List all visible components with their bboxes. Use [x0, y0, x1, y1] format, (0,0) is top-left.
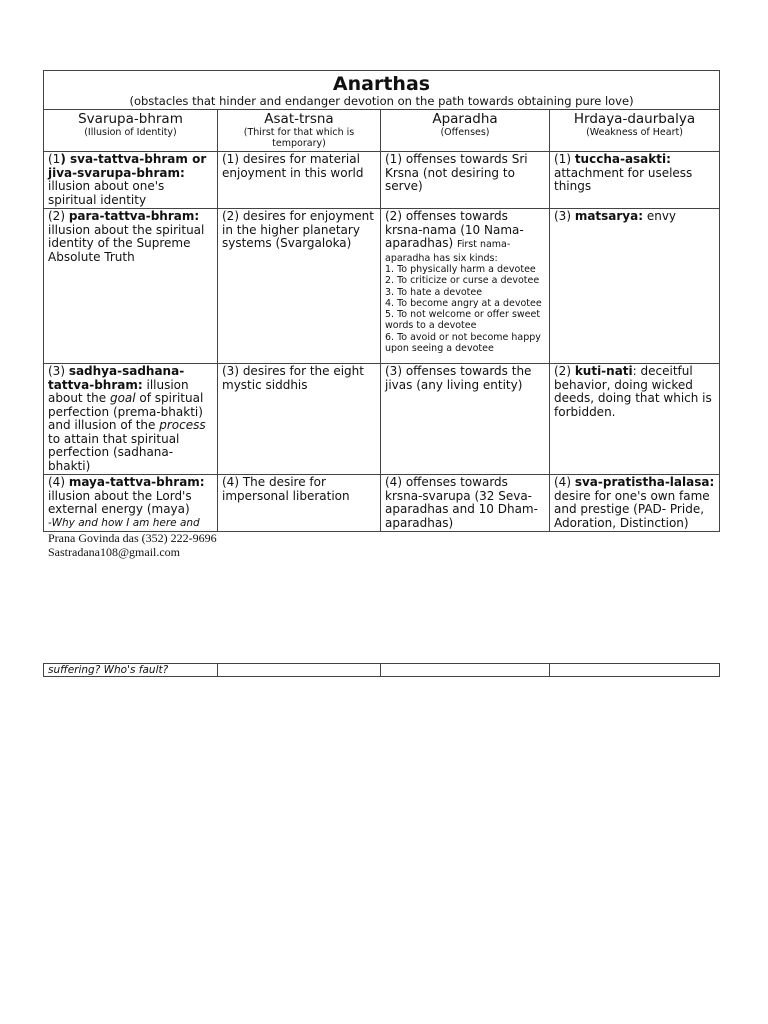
- table-cell: [44, 364, 218, 475]
- contact-info: [48, 531, 217, 559]
- cell-term: maya-tattva-bhram:: [68, 475, 205, 489]
- cell-number: (3): [48, 364, 69, 378]
- table-row: [44, 209, 720, 364]
- table-title-cell: [44, 71, 720, 110]
- cell-number: (4): [385, 475, 406, 489]
- table-cell: [218, 475, 381, 532]
- cell-number: (4): [554, 475, 575, 489]
- nama-aparadha-list: [385, 264, 545, 354]
- cell-text: offenses towards krsna-nama (10 Nama-aparadhas): [385, 209, 524, 250]
- cut-off-line: -Why and how I am here and: [48, 516, 200, 529]
- cell-number: (2): [385, 209, 406, 223]
- cell-text: desires for the eight mystic siddhis: [222, 364, 364, 392]
- cell-text: desires for material enjoyment in this world: [222, 152, 364, 180]
- cell-term: sadhya-sadhana-tattva-bhram:: [48, 364, 185, 392]
- list-item: 6. To avoid or not become happy upon seeing a devotee: [385, 331, 541, 355]
- column-description: (Thirst for that which is temporary): [243, 127, 355, 149]
- list-item: 3. To hate a devotee: [385, 286, 483, 298]
- cell-number: (2): [554, 364, 575, 378]
- cell-emphasis: goal: [109, 391, 136, 405]
- cell-text: offenses towards krsna-svarupa (32 Seva-aparadhas and 10 Dham-aparadhas): [385, 475, 538, 530]
- table-cell: [550, 364, 720, 475]
- cell-term: tuccha-asakti:: [574, 152, 671, 166]
- column-description: (Offenses): [440, 127, 490, 138]
- cell-number: (1: [48, 152, 61, 166]
- cell-text: illusion about one's spiritual identity: [48, 179, 165, 207]
- column-header: [218, 110, 381, 152]
- cell-text: to attain that spiritual perfection (sadhana-bhakti): [48, 431, 180, 473]
- anarthas-table: [43, 70, 720, 532]
- cell-term: kuti-nati: [574, 364, 633, 378]
- column-header: [550, 110, 720, 152]
- column-header: [381, 110, 550, 152]
- cell-text: desires for enjoyment in the higher planetary systems (Svargaloka): [222, 209, 374, 250]
- column-description: (Weakness of Heart): [586, 127, 683, 138]
- contact-name-phone: Prana Govinda das (352) 222-9696: [48, 531, 217, 545]
- cell-number: (4): [222, 475, 243, 489]
- table-row: [44, 475, 720, 532]
- cell-text: of spiritual perfection (prema-bhakti) and illusion of the: [48, 391, 204, 432]
- cell-term: matsarya:: [574, 209, 644, 223]
- table-cell: [218, 209, 381, 364]
- cell-number: (2): [222, 209, 243, 223]
- cell-text: desire for one's own fame and prestige (PAD- Pride, Adoration, Distinction): [554, 488, 710, 530]
- cell-emphasis: process: [159, 418, 206, 432]
- table-cell: [381, 475, 550, 532]
- table-cell: [550, 209, 720, 364]
- table-row: [44, 364, 720, 475]
- nama-aparadha-intro: First nama-aparadha has six kinds:: [385, 239, 511, 264]
- cell-text: offenses towards the jivas (any living entity): [385, 364, 532, 392]
- cell-text: attachment for useless things: [554, 165, 693, 193]
- table-cell: [218, 152, 381, 209]
- fragment-cell: [381, 664, 550, 677]
- cell-number: (1): [385, 152, 406, 166]
- column-name: Hrdaya-daurbalya: [573, 111, 696, 127]
- cell-number: (1): [554, 152, 575, 166]
- fragment-cell: suffering? Who's fault?: [44, 664, 218, 677]
- cell-text: illusion about the spiritual identity of the Supreme Absolute Truth: [48, 222, 205, 264]
- table-subtitle: (obstacles that hinder and endanger devotion on the path towards obtaining pure love): [129, 94, 634, 108]
- table-cell: [381, 152, 550, 209]
- contact-email: Sastradana108@gmail.com: [48, 545, 181, 559]
- table-cell: [550, 152, 720, 209]
- cell-number: (2): [48, 209, 69, 223]
- cell-text: envy: [643, 209, 677, 223]
- list-item: 5. To not welcome or offer sweet words to a devotee: [385, 309, 541, 332]
- list-item: 4. To become angry at a devotee: [385, 297, 542, 309]
- table-title: Anarthas: [332, 73, 431, 95]
- table-cell: [218, 364, 381, 475]
- cell-term: para-tattva-bhram:: [68, 209, 200, 223]
- cell-text: illusion about the: [48, 377, 189, 405]
- cell-text: : deceitful behavior, doing wicked deeds, doing that which is forbidden.: [554, 364, 712, 419]
- cell-number: (3): [385, 364, 406, 378]
- column-name: Asat-trsna: [264, 111, 334, 127]
- cell-number: (1): [222, 152, 243, 166]
- list-item: 2. To criticize or curse a devotee: [385, 275, 540, 287]
- table-row: [44, 152, 720, 209]
- cell-number: (4): [48, 475, 69, 489]
- table-cell: [550, 475, 720, 532]
- cell-text: The desire for impersonal liberation: [222, 475, 350, 503]
- cell-term: ) sva-tattva-bhram or jiva-svarupa-bhram:: [48, 152, 207, 180]
- column-header: [44, 110, 218, 152]
- table-row: [44, 664, 720, 677]
- table-cell: [44, 152, 218, 209]
- table-cell: [381, 364, 550, 475]
- fragment-cell: [550, 664, 720, 677]
- cell-term: sva-pratistha-lalasa:: [574, 475, 715, 489]
- cell-number: (3): [222, 364, 243, 378]
- table-fragment: [43, 663, 720, 677]
- table-cell: [44, 209, 218, 364]
- cell-text: offenses towards Sri Krsna (not desiring to serve): [385, 152, 528, 193]
- table-cell: [44, 475, 218, 532]
- column-description: (Illusion of Identity): [84, 127, 177, 138]
- list-item: 1. To physically harm a devotee: [385, 264, 536, 275]
- table-cell: [381, 209, 550, 364]
- column-name: Aparadha: [432, 111, 498, 127]
- column-name: Svarupa-bhram: [78, 111, 183, 127]
- header-row: [44, 110, 720, 152]
- fragment-cell: [218, 664, 381, 677]
- cell-number: (3): [554, 209, 575, 223]
- cell-text: illusion about the Lord's external energy (maya): [48, 488, 192, 516]
